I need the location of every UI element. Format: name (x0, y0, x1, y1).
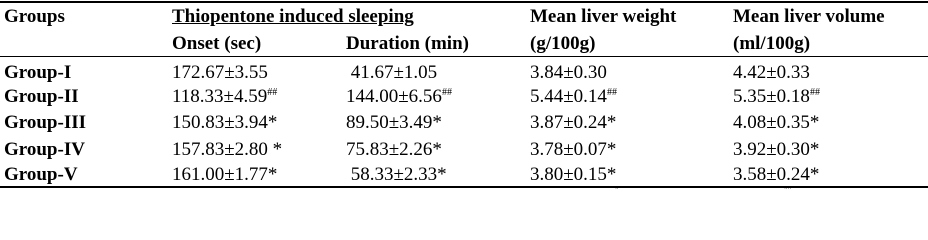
footnote-mark: "" (784, 185, 792, 195)
onset-value (172, 165, 277, 184)
weight-value (530, 165, 616, 184)
header-weight-unit: (g/100g) (530, 33, 596, 54)
group-label-text: Group-V (4, 164, 78, 185)
weight-value (530, 140, 616, 159)
header-onset: Onset (sec) (172, 33, 262, 54)
group-label-text: Group-IV (4, 139, 85, 160)
weight-value-text: 5.44±0.14 (530, 86, 607, 107)
volume-value (733, 165, 819, 184)
duration-value (346, 63, 437, 82)
weight-value-text: 3.80±0.15* (530, 164, 617, 185)
volume-value (733, 140, 819, 159)
weight-value-text: 3.84±0.30 (530, 62, 607, 83)
duration-value-text: 144.00±6.56 (346, 86, 442, 107)
duration-value (346, 113, 442, 132)
header-duration: Duration (min) (346, 33, 469, 54)
group-label-text: Group-III (4, 112, 87, 133)
header-groups: Groups (4, 6, 65, 27)
weight-value (530, 63, 607, 82)
group-label (4, 87, 79, 106)
onset-value-text: 118.33±4.59 (172, 86, 268, 107)
volume-value-text: 4.08±0.35* (733, 112, 820, 133)
group-label-text: Group-II (4, 86, 79, 107)
header-volume-unit: (ml/100g) (733, 33, 811, 54)
header-sleeping: Thiopentone induced sleeping (172, 6, 414, 27)
onset-value (172, 113, 277, 132)
duration-value (346, 165, 447, 184)
onset-value-text: 161.00±1.77* (172, 164, 278, 185)
onset-value (172, 87, 277, 106)
group-label (4, 165, 78, 184)
volume-value-text: 3.58±0.24* (733, 164, 820, 185)
duration-value-text: 89.50±3.49* (346, 112, 442, 133)
group-label (4, 113, 86, 132)
onset-value (172, 140, 282, 159)
weight-value-text: 3.87±0.24* (530, 112, 617, 133)
header-liver-volume: Mean liver volume (733, 6, 885, 27)
group-label (4, 140, 85, 159)
volume-value (733, 113, 819, 132)
duration-value-text: 41.67±1.05 (346, 62, 438, 83)
duration-value-text: 58.33±2.33* (346, 164, 447, 185)
footnote-mark: " (615, 185, 619, 195)
weight-value (530, 113, 616, 132)
onset-value-text: 157.83±2.80 * (172, 139, 283, 160)
volume-value (733, 87, 820, 106)
volume-value-text: 5.35±0.18 (733, 86, 810, 107)
header-liver-weight: Mean liver weight (530, 6, 677, 27)
significance-mark: ## (441, 87, 452, 98)
header-bottom-rule (0, 56, 928, 57)
weight-value-text: 3.78±0.07* (530, 139, 617, 160)
group-label-text: Group-I (4, 62, 72, 83)
duration-value-text: 75.83±2.26* (346, 139, 442, 160)
volume-value (733, 63, 810, 82)
onset-value (172, 63, 268, 82)
volume-value-text: 3.92±0.30* (733, 139, 820, 160)
onset-value-text: 172.67±3.55 (172, 62, 268, 83)
significance-mark: ## (606, 87, 617, 98)
significance-mark: ## (809, 87, 820, 98)
weight-value (530, 87, 617, 106)
duration-value (346, 140, 442, 159)
volume-value-text: 4.42±0.33 (733, 62, 810, 83)
significance-mark: ## (267, 87, 278, 98)
group-label (4, 63, 71, 82)
duration-value (346, 87, 452, 106)
table-top-rule (0, 1, 928, 3)
onset-value-text: 150.83±3.94* (172, 112, 278, 133)
